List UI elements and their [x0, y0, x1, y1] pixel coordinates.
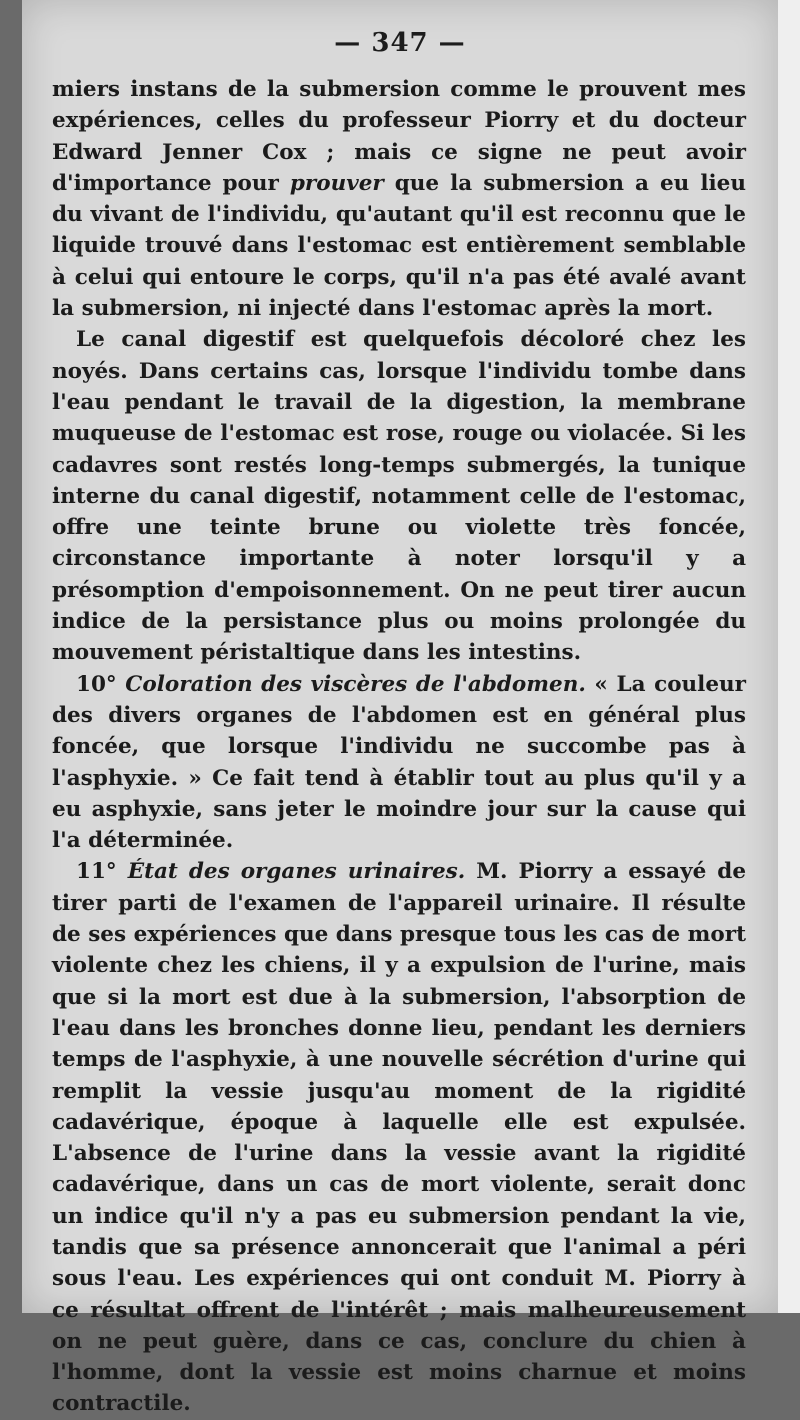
paragraph [52, 856, 746, 1419]
text-run: que la submersion a eu lieu du vivant de l'individu, qu'autant qu'il est reconnu que le liquide trouvé dans l'estomac est entièrement semblable à celui qui entoure le corps, qu'il n'a pas été avalé avant la submersion, ni injecté dans l'estomac après la mort. [52, 170, 746, 322]
text-run: « La couleur des divers organes de l'abdomen est en général plus foncée, que lorsque l'individu ne succombe pas à l'asphyxie. » Ce fait tend à établir tout au plus qu'il y a eu asphyxie, sans jeter le moindre jour sur la cause qui l'a déterminée. [52, 671, 746, 854]
book-page [22, 0, 778, 1417]
section-number: 11° [76, 859, 128, 885]
paragraph [52, 74, 746, 324]
section-heading: État des organes urinaires. [127, 859, 466, 885]
text-run: M. Piorry a essayé de tirer parti de l'examen de l'appareil urinaire. Il résulte de ses expériences que dans presque tous les cas de mort violente chez les chiens, il y a expulsion de l'urine, mais que si la mort est due à la submersion, l'absorption de l'eau dans les bronches donne lieu, pendant les derniers temps de l'asphyxie, à une nouvelle sécrétion d'urine qui remplit la vessie jusqu'au moment de la rigidité cadavérique, époque à laquelle elle est expulsée. L'absence de l'urine dans la vessie avant la rigidité cadavérique, dans un cas de mort violente, serait donc un indice qu'il n'y a pas eu submersion pendant la vie, tandis que sa présence annoncerait que l'animal a péri sous l'eau. Les expériences qui ont conduit M. Piorry à ce résultat offrent de l'intérêt ; mais malheureusement on ne peut guère, dans ce cas, conclure du chien à l'homme, dont la vessie est moins charnue et moins contractile. [52, 859, 747, 1417]
body-text [52, 74, 746, 1420]
text-run: Le canal digestif est quelquefois décoloré chez les noyés. Dans certains cas, lorsque l'individu tombe dans l'eau pendant le travail de la digestion, la membrane muqueuse de l'estomac est rose, rouge ou violacée. Si les cadavres sont restés long-temps submergés, la tunique interne du canal digestif, notamment celle de l'estomac, offre une teinte brune ou violette très foncée, circonstance importante à noter lorsqu'il y a présomption d'empoisonnement. On ne peut tirer aucun indice de la persistance plus ou moins prolongée du mouvement péristaltique dans les intestins. [52, 327, 746, 666]
section-number: 10° [76, 671, 126, 697]
italic-word: prouver [289, 170, 384, 196]
page-edge [778, 0, 800, 1313]
section-heading: Coloration des viscères de l'abdomen. [125, 671, 586, 697]
page-number: — 347 — [334, 28, 466, 58]
paragraph [52, 669, 746, 857]
paragraph [52, 324, 746, 668]
text-run: miers instans de la submersion comme le prouvent mes expériences, celles du professeur Piorry et du docteur Edward Jenner Cox ; mais ce signe ne peut avoir d'importance pour [52, 77, 746, 196]
